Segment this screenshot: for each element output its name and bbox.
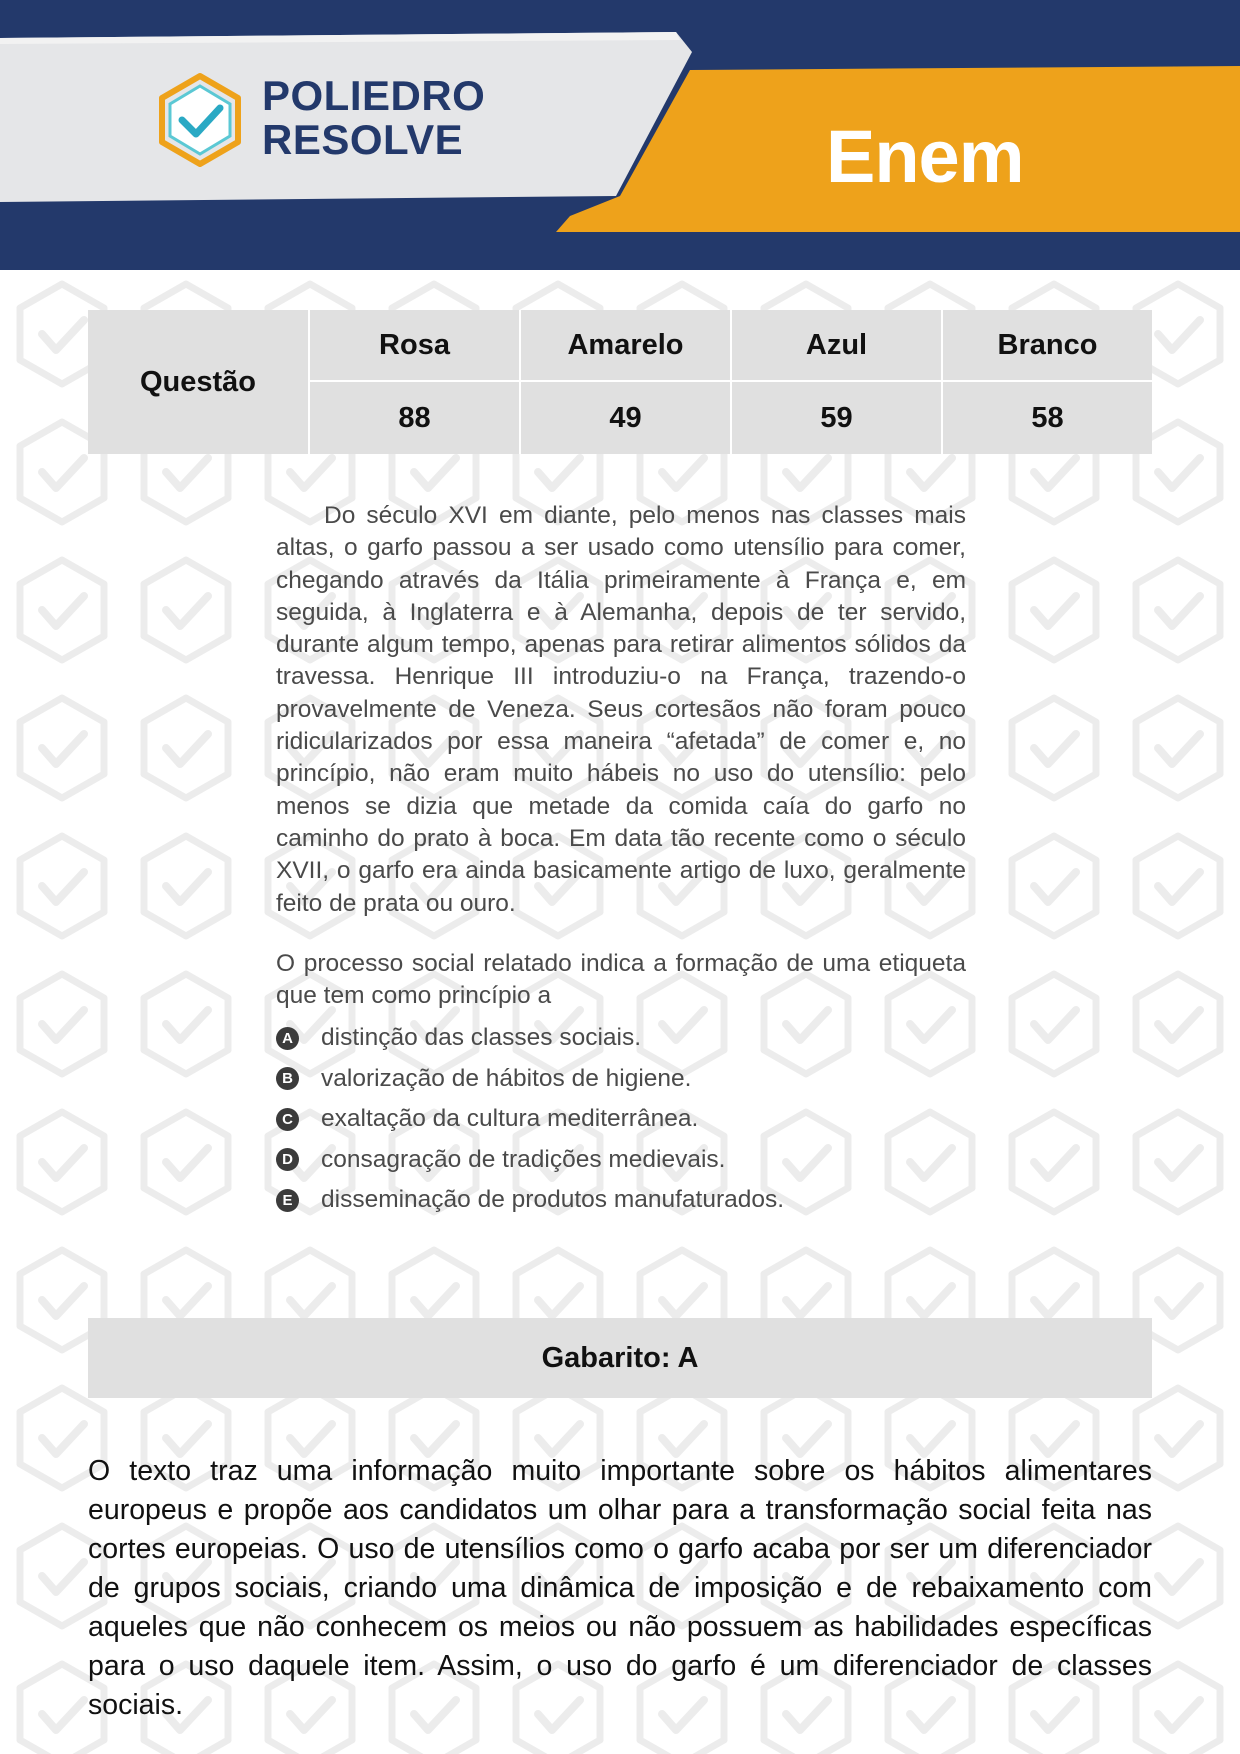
column-header-azul: Azul bbox=[730, 310, 941, 382]
brand-logo-text bbox=[262, 74, 485, 162]
row-label-questao: Questão bbox=[88, 310, 308, 454]
option-letter-badge: E bbox=[276, 1189, 299, 1212]
column-header-amarelo: Amarelo bbox=[519, 310, 730, 382]
question-block bbox=[276, 500, 966, 1220]
option-c bbox=[276, 1099, 966, 1140]
answer-key-bar: Gabarito: A bbox=[88, 1318, 1152, 1398]
option-b bbox=[276, 1058, 966, 1099]
option-text: valorização de hábitos de higiene. bbox=[321, 1064, 692, 1092]
option-a bbox=[276, 1018, 966, 1059]
option-text: consagração de tradições medievais. bbox=[321, 1145, 726, 1173]
checkmark-hexagon-icon bbox=[162, 76, 238, 164]
option-d bbox=[276, 1139, 966, 1180]
option-letter-badge: C bbox=[276, 1108, 299, 1131]
answer-explanation: O texto traz uma informação muito importante sobre os hábitos alimentares europeus e propõe aos candidatos um olhar para a transformação social feita nas cortes europeias. O uso de utensílios como o garfo acaba por ser um diferenciador de grupos sociais, criando uma dinâmica de imposição e de rebaixamento com aqueles que não conhecem os meios ou não possuem as habilidades específicas para o uso daquele item. Assim, o uso do garfo é um diferenciador de classes sociais. bbox=[88, 1455, 1152, 1721]
option-letter-badge: D bbox=[276, 1148, 299, 1171]
option-letter-badge: B bbox=[276, 1067, 299, 1090]
question-number-azul: 59 bbox=[730, 382, 941, 454]
column-header-rosa: Rosa bbox=[308, 310, 519, 382]
column-header-branco: Branco bbox=[941, 310, 1152, 382]
question-prompt: O processo social relatado indica a formação de uma etiqueta que tem como princípio a bbox=[276, 949, 966, 1009]
option-text: distinção das classes sociais. bbox=[321, 1024, 642, 1052]
option-e bbox=[276, 1180, 966, 1221]
option-text: exaltação da cultura mediterrânea. bbox=[321, 1105, 699, 1133]
question-number-amarelo: 49 bbox=[519, 382, 730, 454]
brand-line-2: RESOLVE bbox=[262, 116, 464, 163]
answer-options bbox=[276, 1018, 966, 1221]
header-banner bbox=[0, 0, 1240, 270]
question-number-table bbox=[88, 310, 1152, 454]
exam-title: Enem bbox=[826, 115, 1024, 198]
brand-line-1: POLIEDRO bbox=[262, 72, 486, 119]
option-letter-badge: A bbox=[276, 1027, 299, 1050]
question-number-branco: 58 bbox=[941, 382, 1152, 454]
option-text: disseminação de produtos manufaturados. bbox=[321, 1186, 785, 1214]
question-number-rosa: 88 bbox=[308, 382, 519, 454]
question-passage: Do século XVI em diante, pelo menos nas classes mais altas, o garfo passou a ser usado como utensílio para comer, chegando através da Itália primeiramente à França e, em seguida, à Inglaterra e à Alemanha, depois de ter servido, durante algum tempo, apenas para retirar alimentos sólidos da travessa. Henrique III introduziu-o na França, trazendo-o provavelmente de Veneza. Seus cortesãos não foram pouco ridicularizados por essa maneira “afetada” de comer e, no princípio, não eram muito hábeis no uso do utensílio: pelo menos se dizia que metade da comida caía do garfo no caminho do prato à boca. Em data tão recente como o século XVII, o garfo era ainda basicamente artigo de luxo, geralmente feito de prata ou ouro. bbox=[276, 502, 966, 917]
